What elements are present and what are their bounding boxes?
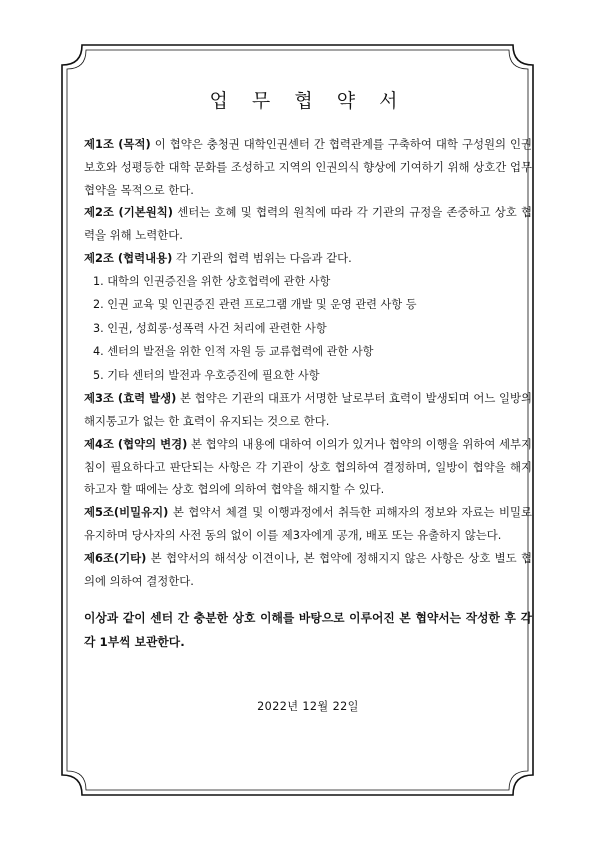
article-heading: 제6조(기타) [84,550,147,565]
article-text: 이 협약은 충청권 대학인권센터 간 협력관계를 구축하여 대학 구성원의 인권보호와 성평등한 대학 문화를 조성하고 지역의 인권의식 향상에 기여하기 위해 상호간 업무협약을 목적으로 한다. [84,137,532,197]
article-heading: 제2조 (기본원칙) [84,205,173,220]
article-4 [84,433,532,501]
document-title: 업 무 협 약 서 [209,90,407,112]
article-2-content [84,247,532,270]
article-5 [84,501,532,547]
agreement-body [84,86,532,714]
article-6 [84,547,532,593]
article-text: 센터는 호혜 및 협력의 원칙에 따라 각 기관의 규정을 존중하고 상호 협력을 위해 노력한다. [84,205,532,243]
article-text: 본 협약서 체결 및 이행과정에서 취득한 피해자의 정보와 자료는 비밀로 유지하며 당사자의 사전 동의 없이 이를 제3자에게 공개, 배포 또는 유출하지 않는다. [84,505,532,543]
article-heading: 제2조 (협력내용) [84,250,173,265]
list-item: 2. 인권 교육 및 인권증진 관련 프로그램 개발 및 운영 관련 사항 등 [93,298,417,312]
article-3 [84,387,532,433]
closing-statement: 이상과 같이 센터 간 충분한 상호 이해를 바탕으로 이루어진 본 협약서는 작성한 후 각각 1부씩 보관한다. [84,611,532,650]
article-text: 본 협약서의 해석상 이견이나, 본 협약에 정해지지 않은 사항은 상호 별도 협의에 의하여 결정한다. [84,550,532,588]
list-item: 4. 센터의 발전을 위한 인적 자원 등 교류협력에 관한 사항 [93,345,374,359]
cooperation-list [84,270,532,388]
article-heading: 제5조(비밀유지) [84,505,169,520]
article-1 [84,133,532,201]
article-text: 본 협약의 내용에 대하여 이의가 있거나 협약의 이행을 위하여 세부지침이 필요하다고 판단되는 사항은 각 기관이 상호 협의하여 결정하며, 일방이 협약을 해지하고자 할 때에는 상호 협의에 의하여 협약을 해지할 수 있다. [84,436,532,497]
article-text: 각 기관의 협력 범위는 다음과 같다. [172,250,352,265]
article-text: 본 협약은 기관의 대표가 서명한 날로부터 효력이 발생되며 어느 일방의 해지통고가 없는 한 효력이 유지되는 것으로 한다. [84,391,532,429]
article-heading: 제3조 (효력 발생) [84,391,177,406]
list-item: 5. 기타 센터의 발전과 우호증진에 필요한 사항 [93,368,320,382]
article-2-principle [84,201,532,247]
article-heading: 제4조 (협약의 변경) [84,436,188,451]
list-item: 1. 대학의 인권증진을 위한 상호협력에 관한 사항 [93,274,331,288]
signing-date: 2022년 12월 22일 [257,700,359,714]
list-item: 3. 인권, 성희롱·성폭력 사건 처리에 관련한 사항 [93,321,327,335]
article-heading: 제1조 (목적) [84,137,151,151]
